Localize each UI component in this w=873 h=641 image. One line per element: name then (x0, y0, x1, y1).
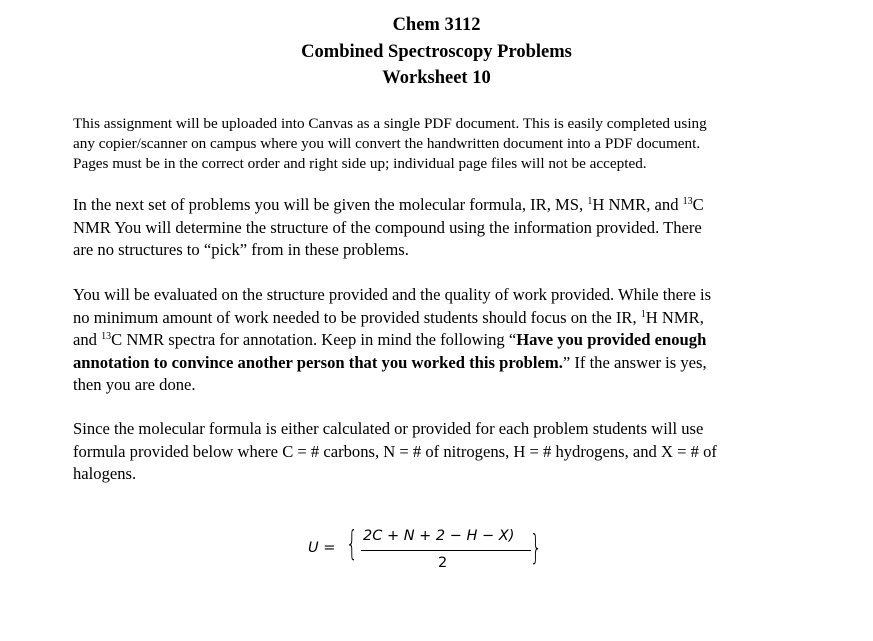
text-line: formula provided below where C = # carbons, N = # of nitrogens, H = # hydrogens, and X = # of (73, 441, 717, 461)
text-line: NMR You will determine the structure of the compound using the information provided. There (73, 217, 702, 237)
text-span: C NMR spectra for annotation. Keep in mind the following “ (111, 330, 517, 349)
worksheet-title: Worksheet 10 (382, 68, 491, 88)
fraction-bar (361, 550, 531, 551)
formula-numerator: 2C + N + 2 − H − X) (363, 528, 515, 544)
superscript: 13 (682, 196, 693, 207)
text-line: any copier/scanner on campus where you will convert the handwritten document into a PDF document. (73, 135, 701, 152)
upload-instructions-paragraph (73, 114, 793, 174)
text-line (73, 307, 793, 330)
text-line (73, 352, 793, 375)
formula-denominator: 2 (438, 555, 448, 571)
text-span: In the next set of problems you will be given the molecular formula, IR, MS, (73, 195, 588, 214)
topic-title: Combined Spectroscopy Problems (301, 41, 572, 62)
text-line (73, 194, 793, 217)
superscript: 13 (101, 331, 112, 342)
text-line: halogens. (73, 464, 137, 483)
superscript: 1 (587, 196, 593, 207)
text-span: ” If the answer is yes, (562, 352, 707, 372)
text-line: Since the molecular formula is either calculated or provided for each problem students will use (73, 419, 704, 438)
formula-right-brace: } (530, 528, 542, 568)
text-span: C (692, 195, 704, 214)
text-span: and (73, 330, 102, 349)
text-line (73, 329, 793, 352)
formula-lhs: U = (308, 540, 336, 556)
formula-explanation-paragraph (73, 418, 793, 486)
text-line: then you are done. (73, 375, 196, 394)
text-line: This assignment will be uploaded into Canvas as a single PDF document. This is easily completed using (73, 115, 707, 132)
bold-text: annotation to convince another person that you worked this problem. (73, 352, 563, 372)
evaluation-paragraph (73, 284, 793, 397)
course-title: Chem 3112 (392, 15, 481, 35)
unsaturation-formula (308, 526, 558, 584)
bold-text: Have you provided enough (516, 330, 707, 349)
text-span: no minimum amount of work needed to be provided students should focus on the IR, (73, 307, 641, 327)
text-span: H NMR, (645, 307, 704, 327)
text-span: H NMR, and (592, 195, 683, 214)
formula-left-brace: { (346, 524, 358, 564)
superscript: 1 (640, 308, 646, 320)
title-block (0, 12, 873, 92)
text-line: Pages must be in the correct order and right side up; individual page files will not be accepted. (73, 155, 647, 172)
text-line: You will be evaluated on the structure provided and the quality of work provided. While there is (73, 285, 712, 304)
text-line: are no structures to “pick” from in these problems. (73, 240, 409, 259)
problem-description-paragraph (73, 194, 793, 262)
